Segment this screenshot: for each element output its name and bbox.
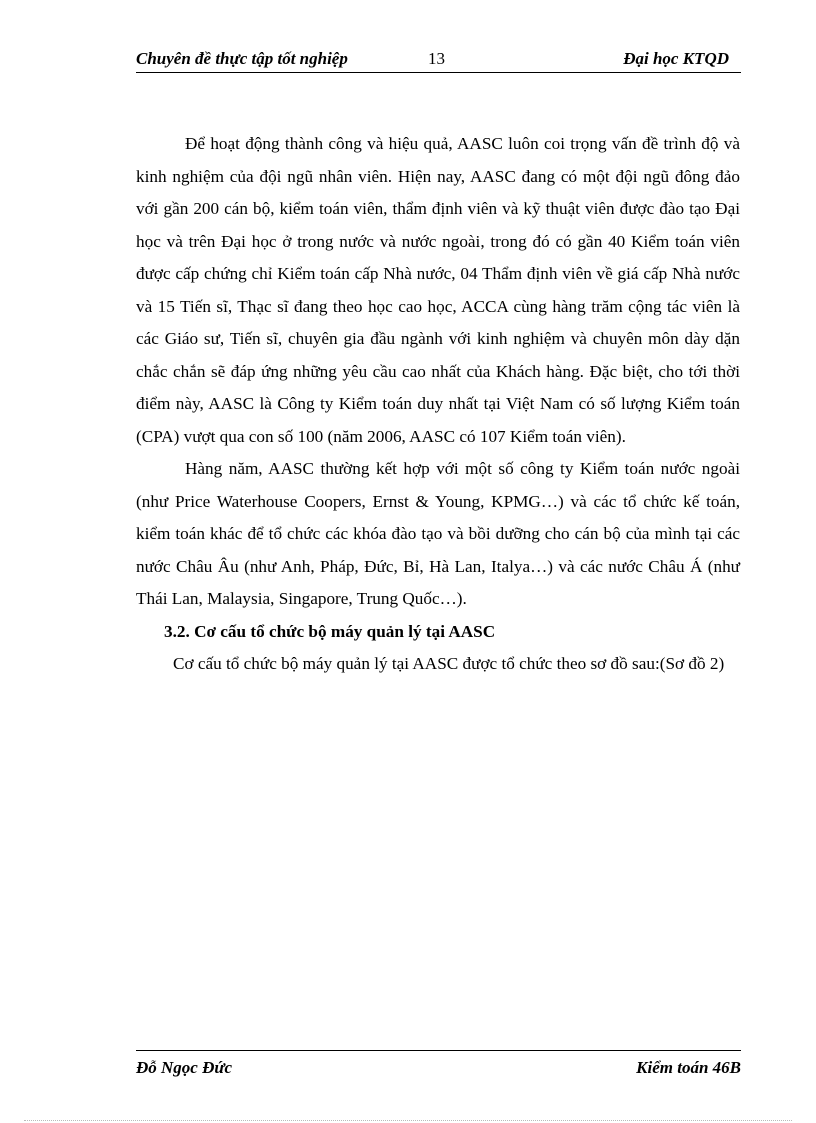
page-footer	[136, 1050, 741, 1077]
page-edge-divider	[24, 1120, 792, 1121]
page-header	[136, 46, 741, 73]
page-number: 13	[428, 49, 445, 68]
page-body	[136, 128, 740, 681]
paragraph-org-structure: Cơ cấu tổ chức bộ máy quản lý tại AASC được tổ chức theo sơ đồ sau:(Sơ đồ 2)	[173, 654, 725, 673]
paragraph-staff-qualifications: Để hoạt động thành công và hiệu quả, AASC luôn coi trọng vấn đề trình độ và kinh nghiệm của đội ngũ nhân viên. Hiện nay, AASC đang có một đội ngũ đông đảo với gần 200 cán bộ, kiểm toán viên, thẩm định viên và kỹ thuật viên được đào tạo Đại học và trên Đại học ở trong nước và nước ngoài, trong đó có gần 40 Kiểm toán viên được cấp chứng chỉ Kiểm toán cấp Nhà nước, 04 Thẩm định viên về giá cấp Nhà nước và 15 Tiến sĩ, Thạc sĩ đang theo học cao học, ACCA cùng hàng trăm cộng tác viên là các Giáo sư, Tiến sĩ, chuyên gia đầu ngành với kinh nghiệm và chuyên môn dày dặn chắc chắn sẽ đáp ứng những yêu cầu cao nhất của Khách hàng. Đặc biệt, cho tới thời điểm này, AASC là Công ty Kiểm toán duy nhất tại Việt Nam có số lượng Kiểm toán (CPA) vượt qua con số 100 (năm 2006, AASC có 107 Kiểm toán viên).	[136, 134, 740, 446]
paragraph-training-cooperation: Hàng năm, AASC thường kết hợp với một số công ty Kiểm toán nước ngoài (như Price Waterhouse Coopers, Ernst & Young, KPMG…) và các tổ chức kế toán, kiểm toán khác để tổ chức các khóa đào tạo và bồi dưỡng cho cán bộ của mình tại các nước Châu Âu (như Anh, Pháp, Đức, Bỉ, Hà Lan, Italya…) và các nước Châu Á (như Thái Lan, Malaysia, Singapore, Trung Quốc…).	[136, 459, 740, 608]
section-heading: 3.2. Cơ cấu tổ chức bộ máy quản lý tại AASC	[164, 621, 496, 641]
footer-author: Đỗ Ngọc Đức	[136, 1058, 233, 1077]
header-university: Đại học KTQD	[623, 49, 729, 68]
footer-class: Kiểm toán 46B	[636, 1058, 741, 1077]
header-document-title: Chuyên đề thực tập tốt nghiệp	[136, 49, 348, 68]
